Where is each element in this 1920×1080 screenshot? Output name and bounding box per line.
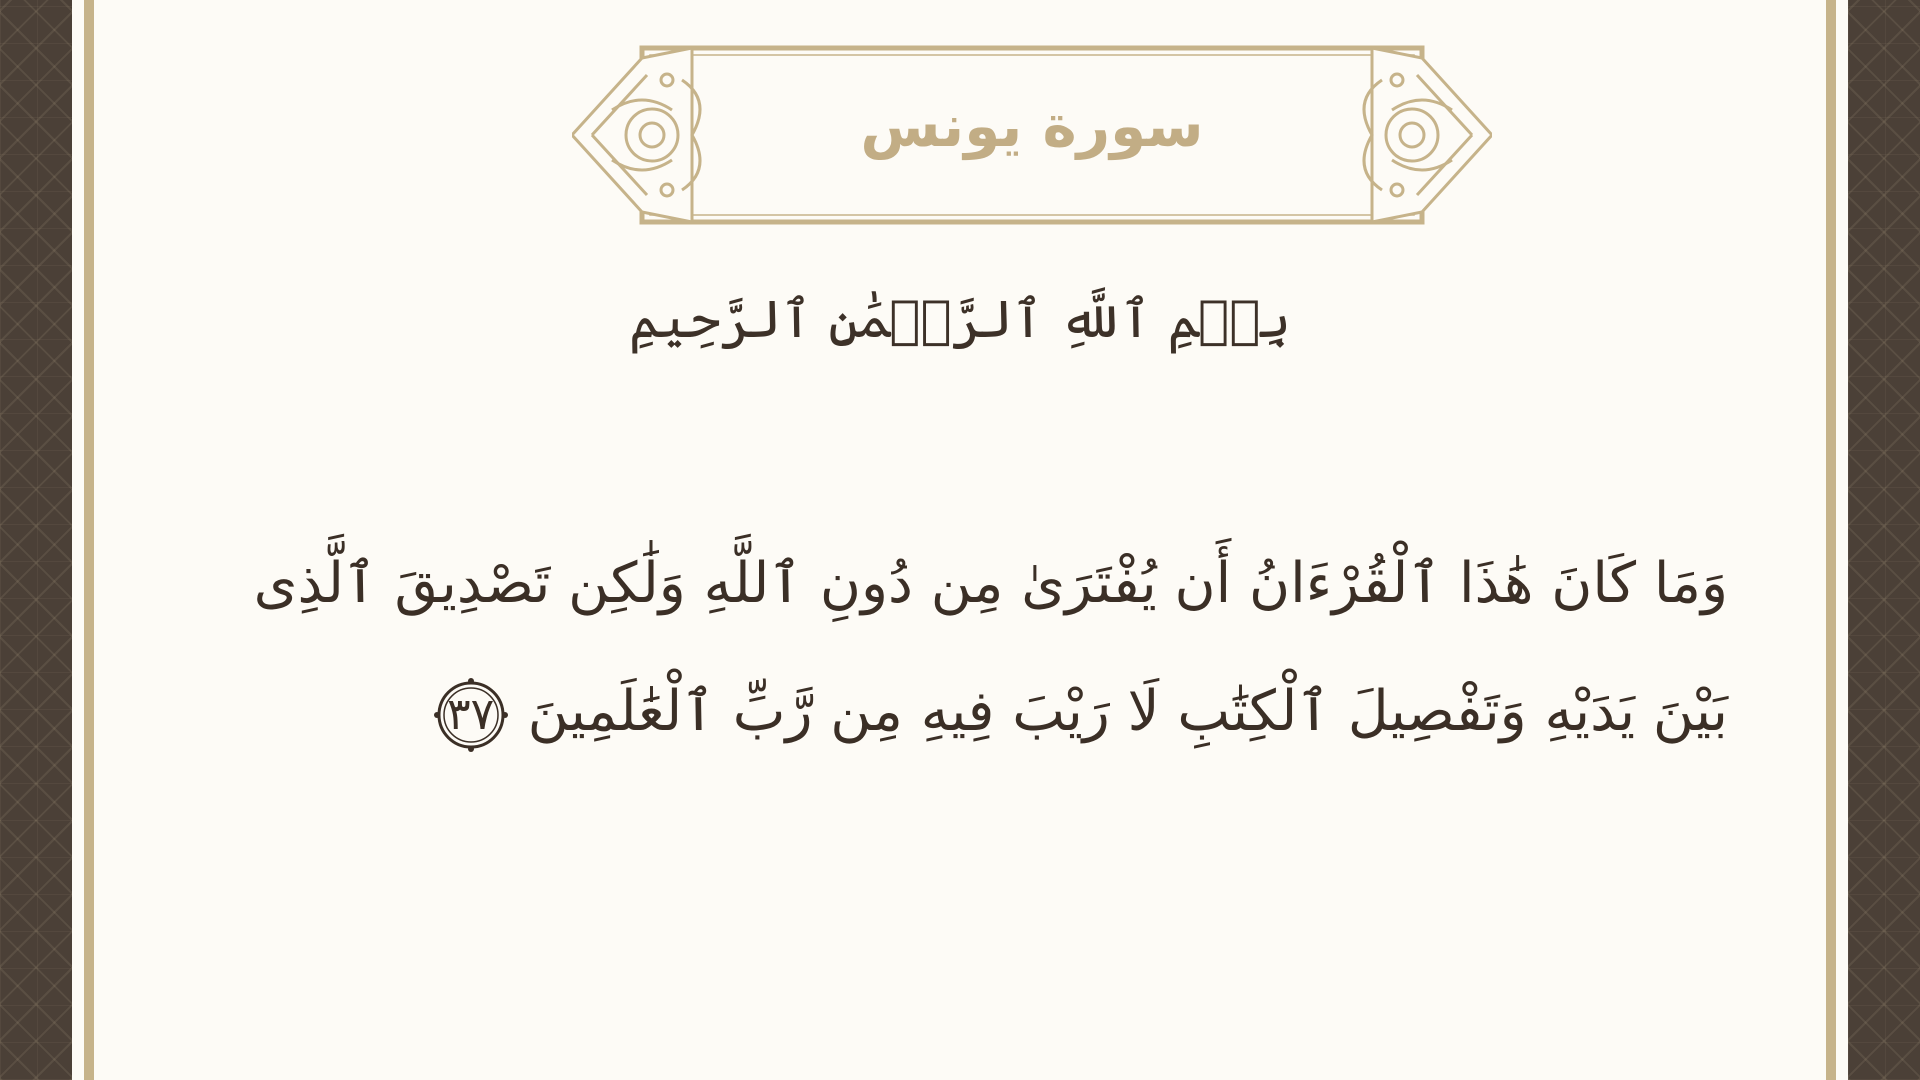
surah-title: سورة يونس xyxy=(860,92,1204,160)
verse-text xyxy=(212,520,1728,776)
left-ornamental-border xyxy=(0,0,72,1080)
ayah-number: ٣٧ xyxy=(446,688,495,740)
verse-line-2-text: بَيْنَ يَدَيْهِ وَتَفْصِيلَ ٱلْكِتَٰبِ لَا رَيْبَ فِيهِ مِن رَّبِّ ٱلْعَٰلَمِينَ xyxy=(527,679,1728,744)
verse-line-1: وَمَا كَانَ هَٰذَا ٱلْقُرْءَانُ أَن يُفْتَرَىٰ مِن دُونِ ٱللَّهِ وَلَٰكِن تَصْدِيقَ ٱلَّذِى xyxy=(253,551,1728,616)
left-gold-rule xyxy=(84,0,94,1080)
mushaf-page xyxy=(72,0,1848,1080)
ayah-end-marker-icon xyxy=(432,676,510,754)
surah-title-banner xyxy=(572,40,1492,230)
verse-line-2 xyxy=(212,648,1728,776)
right-ornamental-border xyxy=(1848,0,1920,1080)
right-gold-rule xyxy=(1826,0,1836,1080)
basmala: بِسۡمِ ٱللَّهِ ٱلرَّحۡمَٰنِ ٱلرَّحِيمِ xyxy=(629,290,1291,350)
